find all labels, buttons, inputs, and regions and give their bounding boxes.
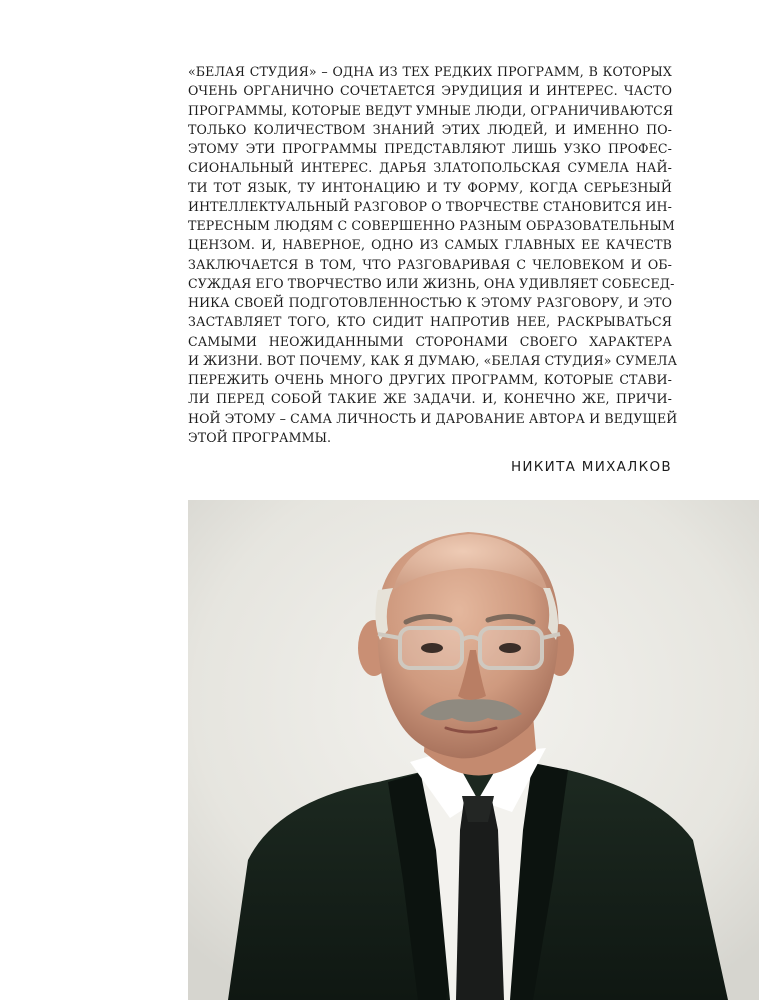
quote-line: НИКА СВОЕЙ ПОДГОТОВЛЕННОСТЬЮ К ЭТОМУ РАЗГОВОРУ, И ЭТО xyxy=(188,295,672,310)
tie-shape xyxy=(456,800,504,1000)
quote-line: ПЕРЕЖИТЬ ОЧЕНЬ МНОГО ДРУГИХ ПРОГРАММ, КОТОРЫЕ СТАВИ- xyxy=(188,372,672,387)
quote-line: САМЫМИ НЕОЖИДАННЫМИ СТОРОНАМИ СВОЕГО ХАРАКТЕРА xyxy=(188,333,672,349)
quote-line: И ЖИЗНИ. ВОТ ПОЧЕМУ, КАК Я ДУМАЮ, «БЕЛАЯ СТУДИЯ» СУМЕЛА xyxy=(188,352,678,368)
portrait-photo xyxy=(188,500,759,1000)
quote-line: ЭТОМУ ЭТИ ПРОГРАММЫ ПРЕДСТАВЛЯЮТ ЛИШЬ УЗКО ПРОФЕС- xyxy=(188,141,672,156)
quote-line: ПРОГРАММЫ, КОТОРЫЕ ВЕДУТ УМНЫЕ ЛЮДИ, ОГРАНИЧИВАЮТСЯ xyxy=(188,102,674,118)
quote-line: НОЙ ЭТОМУ – САМА ЛИЧНОСТЬ И ДАРОВАНИЕ АВТОРА И ВЕДУЩЕЙ xyxy=(188,410,678,426)
quote-line: СИОНАЛЬНЫЙ ИНТЕРЕС. ДАРЬЯ ЗЛАТОПОЛЬСКАЯ СУМЕЛА НАЙ- xyxy=(188,160,672,176)
quote-line: «БЕЛАЯ СТУДИЯ» – ОДНА ИЗ ТЕХ РЕДКИХ ПРОГРАММ, В КОТОРЫХ xyxy=(188,64,672,79)
author-signature: НИКИТА МИХАЛКОВ xyxy=(510,459,672,475)
left-eye-shape xyxy=(421,643,443,653)
quote-text xyxy=(188,62,678,447)
quote-line: ТИ ТОТ ЯЗЫК, ТУ ИНТОНАЦИЮ И ТУ ФОРМУ, КОГДА СЕРЬЕЗНЫЙ xyxy=(188,179,672,195)
quote-line: ЛИ ПЕРЕД СОБОЙ ТАКИЕ ЖЕ ЗАДАЧИ. И, КОНЕЧНО ЖЕ, ПРИЧИ- xyxy=(188,391,672,407)
quote-line: ТОЛЬКО КОЛИЧЕСТВОМ ЗНАНИЙ ЭТИХ ЛЮДЕЙ, И ИМЕННО ПО- xyxy=(188,121,672,137)
quote-line: ОЧЕНЬ ОРГАНИЧНО СОЧЕТАЕТСЯ ЭРУДИЦИЯ И ИНТЕРЕС. ЧАСТО xyxy=(188,83,672,99)
quote-line: ТЕРЕСНЫМ ЛЮДЯМ С СОВЕРШЕННО РАЗНЫМ ОБРАЗОВАТЕЛЬНЫМ xyxy=(188,218,675,233)
quote-line: ЭТОЙ ПРОГРАММЫ. xyxy=(188,429,332,445)
quote-line: ЦЕНЗОМ. И, НАВЕРНОЕ, ОДНО ИЗ САМЫХ ГЛАВНЫХ ЕЕ КАЧЕСТВ xyxy=(188,237,672,253)
right-eye-shape xyxy=(499,643,521,653)
quote-line: ЗАСТАВЛЯЕТ ТОГО, КТО СИДИТ НАПРОТИВ НЕЕ, РАСКРЫВАТЬСЯ xyxy=(188,314,672,330)
quote-line: ИНТЕЛЛЕКТУАЛЬНЫЙ РАЗГОВОР О ТВОРЧЕСТВЕ СТАНОВИТСЯ ИН- xyxy=(188,198,672,214)
portrait-illustration xyxy=(188,500,759,1000)
quote-line: СУЖДАЯ ЕГО ТВОРЧЕСТВО ИЛИ ЖИЗНЬ, ОНА УДИВЛЯЕТ СОБЕСЕД- xyxy=(188,275,675,291)
quote-line: ЗАКЛЮЧАЕТСЯ В ТОМ, ЧТО РАЗГОВАРИВАЯ С ЧЕЛОВЕКОМ И ОБ- xyxy=(188,256,672,272)
